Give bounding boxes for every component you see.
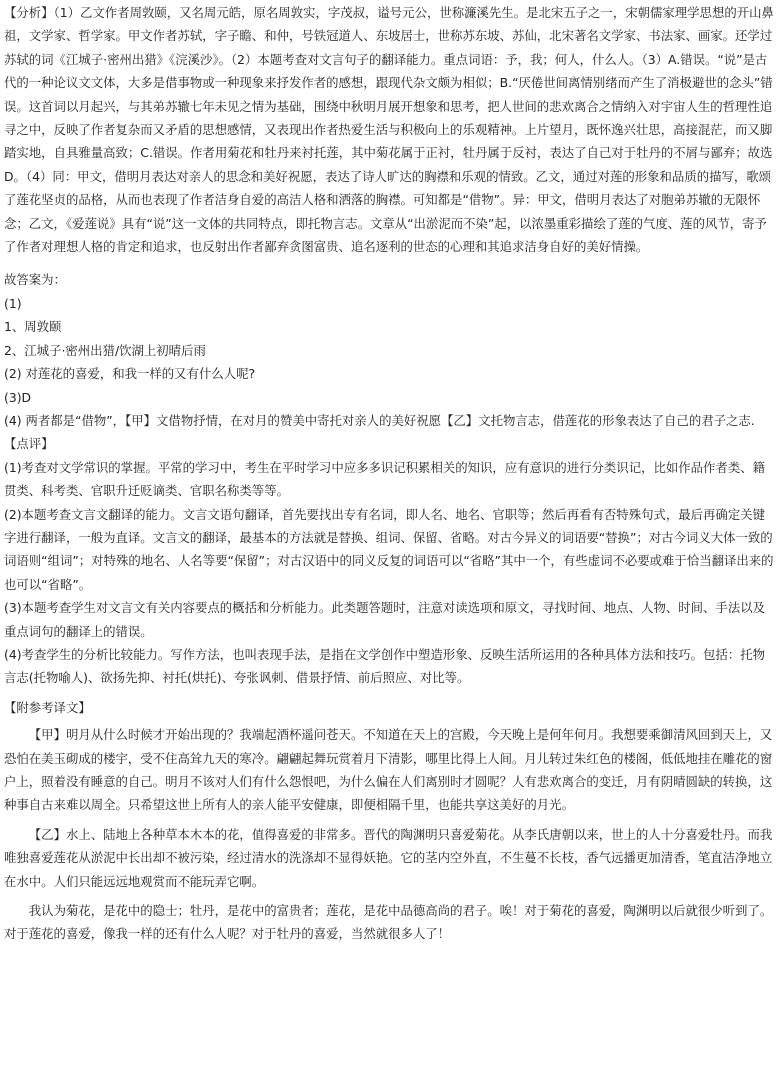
answer-line: (1)	[4, 295, 22, 311]
analysis-section	[4, 0, 774, 258]
review-item: (2)本题考查文言文翻译的能力。文言文语句翻译，首先要找出专有名词，即人名、地名、官职等；然后再看有否特殊句式，最后再确定关键字进行翻译，一般为直译。文言文的翻译，最基本的方法就是替换、组词、保留、省略。对古今异义的词语要“替换”；对古今词义大体一致的词语则“组词”；对特殊的地名、人名等要“保留”；对古汉语中的同义反复的词语可以“省略”其中一个，有些虚词不必要或难于恰当翻译出来的也可以“省略”。	[4, 506, 774, 592]
translation-section	[4, 696, 774, 946]
review-item: (3)本题考查学生对文言文有关内容要点的概括和分析能力。此类题答题时，注意对读选项和原文，寻找时间、地点、人物、时间、手法以及重点词句的翻译上的错误。	[4, 600, 765, 639]
answer-line: 2、江城子·密州出猎/饮湖上初晴后雨	[4, 342, 206, 358]
translation-paragraph: 我认为菊花，是花中的隐士；牡丹，是花中的富贵者；莲花，是花中品德高尚的君子。唉！对于菊花的喜爱，陶渊明以后就很少听到了。对于莲花的喜爱，像我一样的还有什么人呢？对于牡丹的喜爱，当然就很多人了！	[4, 903, 773, 942]
translation-title: 【附参考译文】	[4, 699, 91, 715]
translation-paragraph: 【乙】水上、陆地上各种草本木本的花，值得喜爱的非常多。晋代的陶渊明只喜爱菊花。从李氏唐朝以来，世上的人十分喜爱牡丹。而我唯独喜爱莲花从淤泥中长出却不被污染，经过清水的洗涤却不显得妖艳。它的茎内空外直，不生蔓不长枝，香气远播更加清香，笔直洁净地立在水中。人们只能远远地观赏而不能玩弄它啊。	[4, 826, 773, 889]
answer-section	[4, 268, 774, 432]
review-title: 【点评】	[4, 436, 54, 452]
answer-line: (2) 对莲花的喜爱，和我一样的又有什么人呢?	[4, 366, 256, 382]
answer-line: (3)D	[4, 389, 32, 405]
review-section	[4, 432, 774, 689]
answer-line: (4) 两者都是“借物”，【甲】文借物抒情，在对月的赞美中寄托对亲人的美好祝愿【乙】文托物言志，借莲花的形象表达了自己的君子之志.	[4, 412, 755, 428]
analysis-paragraph: 【分析】（1）乙文作者周敦颐，又名周元皓，原名周敦实，字茂叔，谥号元公，世称濂溪先生。是北宋五子之一，宋朝儒家理学思想的开山鼻祖，文学家、哲学家。甲文作者苏轼，字子瞻、和仲，号铁冠道人、东坡居士，世称苏东坡、苏仙，北宋著名文学家、书法家、画家。还学过苏轼的词《江城子·密州出猎》《浣溪沙》。（2）本题考查对文言句子的翻译能力。重点词语：予，我；何人，什么人。（3）A.错误。“说”是古代的一种论议文文体，大多是借事物或一种现象来抒发作者的感想，跟现代杂文颇为相似；B.“厌倦世间离情别绪而产生了消极避世的念头”错误。这首词以月起兴，与其弟苏辙七年未见之情为基础，围绕中秋明月展开想象和思考，把人世间的悲欢离合之情纳入对宇宙人生的哲理性追寻之中，反映了作者复杂而又矛盾的思想感情，又表现出作者热爱生活与积极向上的乐观精神。上片望月，既怀逸兴壮思，高接混茫，而又脚踏实地，自具雅量高致；C.错误。作者用菊花和牡丹来衬托莲，其中菊花属于正衬，牡丹属于反衬，表达了自己对于牡丹的不屑与鄙弃；故选D。（4）同：甲文，借明月表达对亲人的思念和美好祝愿，表达了诗人旷达的胸襟和乐观的情致。乙文，通过对莲的形象和品质的描写，歌颂了莲花坚贞的品格，从而也表现了作者洁身自爱的高洁人格和洒落的胸襟。可知都是“借物”。异：甲文，借明月表达了对胞弟苏辙的无限怀念；乙文，《爱莲说》具有“说”这一文体的共同特点，即托物言志。文章从“出淤泥而不染”起，以浓墨重彩描绘了莲的气度、莲的风节，寄予了作者对理想人格的肯定和追求，也反射出作者鄙弃贪图富贵、追名逐利的世态的心理和其追求洁身自好的美好情操。	[4, 5, 774, 255]
answer-line: 1、周敦颐	[4, 319, 62, 335]
translation-paragraph: 【甲】明月从什么时候才开始出现的？我端起酒杯遥问苍天。不知道在天上的宫殿，今天晚上是何年何月。我想要乘御清风回到天上，又恐怕在美玉砌成的楼宇，受不住高耸九天的寒冷。翩翩起舞玩赏着月下清影，哪里比得上人间。月儿转过朱红色的楼阁，低低地挂在雕花的窗户上，照着没有睡意的自己。明月不该对人们有什么怨恨吧，为什么偏在人们离别时才圆呢？人有悲欢离合的变迁，月有阴晴圆缺的转换，这种事自古来难以周全。只希望这世上所有人的亲人能平安健康，即便相隔千里，也能共享这美好的月光。	[4, 727, 773, 813]
answer-title: 故答案为：	[4, 272, 66, 288]
review-item: (4)考查学生的分析比较能力。写作方法，也叫表现手法，是指在文学创作中塑造形象、反映生活所运用的各种具体方法和技巧。包括：托物言志(托物喻人)、欲扬先抑、衬托(烘托)、夸张讽刺、借景抒情、前后照应、对比等。	[4, 646, 765, 686]
review-item: (1)考查对文学常识的掌握。平常的学习中，考生在平时学习中应多多识记积累相关的知识，应有意识的进行分类识记，比如作品作者类、籍贯类、科考类、官职升迁贬谪类、官职名称类等等。	[4, 459, 765, 499]
